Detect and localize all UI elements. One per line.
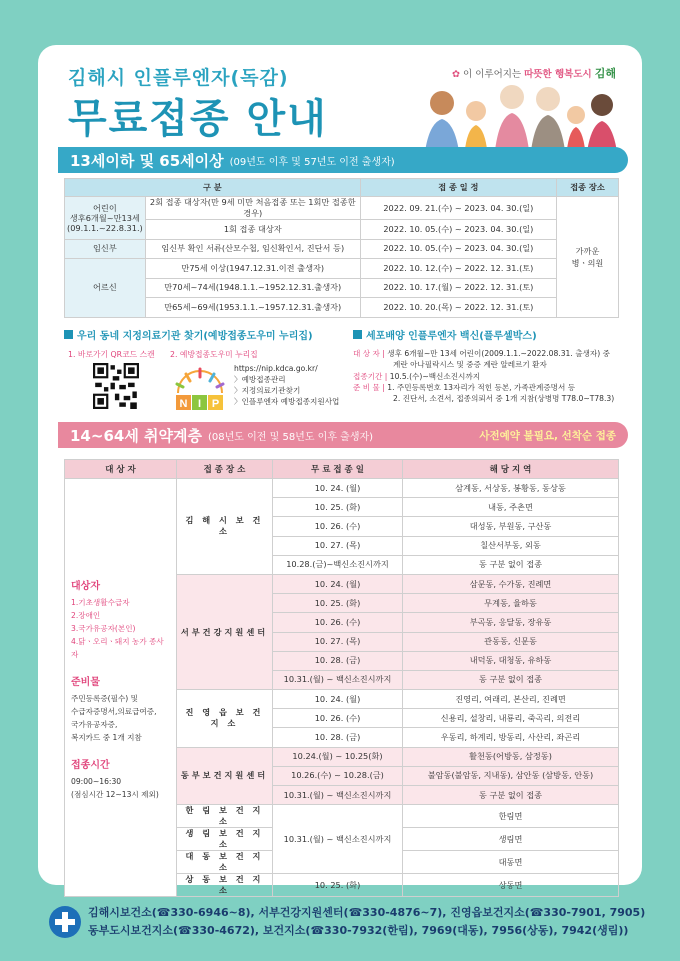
nip-path-2: 〉지정의료기관찾기 xyxy=(234,386,301,395)
date-cell: 10.26.(수) ~ 10.28.(금) xyxy=(273,766,403,785)
docs-item: 복지카드 중 1개 지참 xyxy=(71,733,142,742)
docs-key: 준 비 물 | xyxy=(353,382,385,392)
area-cell: 무계동, 율하동 xyxy=(403,594,619,613)
docs-item: 수급자증명서,의료급여증, xyxy=(71,707,157,716)
city-slogan xyxy=(452,65,616,81)
place-cell: 동부보건지원센터 xyxy=(177,747,273,805)
t1-date: 2022. 10. 17.(월) ~ 2022. 12. 31.(토) xyxy=(360,278,556,298)
slogan-warm: 따뜻한 행복도시 xyxy=(524,69,592,80)
t1-date: 2022. 10. 05.(수) ~ 2023. 04. 30.(일) xyxy=(360,239,556,259)
place-cell: 김 해 시 보 건 소 xyxy=(177,479,273,575)
step2-label: 2. 예방접종도우미 누리집 xyxy=(170,350,258,359)
area-cell: 동 구분 없이 접종 xyxy=(403,670,619,689)
table-row xyxy=(65,479,619,498)
period-key: 접종기간 | xyxy=(353,371,388,381)
square-bullet-icon xyxy=(64,330,73,339)
nip-path-3: 〉인플루엔자 예방접종지원사업 xyxy=(234,397,340,406)
poster-subtitle: 김해시 인플루엔자(독감) xyxy=(68,67,289,89)
square-bullet-icon xyxy=(353,330,362,339)
t1-cat-pregnant: 임신부 xyxy=(65,239,146,259)
area-cell: 대성동, 부원동, 구산동 xyxy=(403,517,619,536)
qr-code-icon[interactable] xyxy=(93,363,139,409)
place-cell: 진 영 읍 보 건 지 소 xyxy=(177,690,273,748)
date-cell: 10. 25. (화) xyxy=(273,594,403,613)
place-cell: 서부건강지원센터 xyxy=(177,574,273,689)
section2-band xyxy=(58,422,628,448)
target-item: 3.국가유공자(본인) xyxy=(71,624,136,633)
slogan-flower-icon: ✿ xyxy=(452,69,460,80)
health-center-logo-icon xyxy=(48,905,82,939)
target-heading: 대상자 xyxy=(71,581,100,592)
date-cell: 10. 28. (금) xyxy=(273,728,403,747)
date-cell: 10. 26. (수) xyxy=(273,709,403,728)
t1-place: 가까운 병ㆍ의원 xyxy=(557,197,619,318)
t1-desc: 만65세~69세(1953.1.1.~1957.12.31.출생자) xyxy=(145,298,360,318)
target-item: 4.닭ㆍ오리ㆍ돼지 농가 종사자 xyxy=(71,637,164,659)
section1-title: 13세이하 및 65세이상 xyxy=(70,151,224,170)
section2-note: (08년도 이전 및 58년도 이후 출생자) xyxy=(208,431,374,443)
date-cell: 10.31.(월) ~ 백신소진시까지 xyxy=(273,805,403,874)
date-cell: 10. 25. (화) xyxy=(273,498,403,517)
place-cell: 상 동 보 건 지 소 xyxy=(177,874,273,897)
place-cell: 생 림 보 건 지 소 xyxy=(177,828,273,851)
target-val-2: 계란 아나필락시스 및 중증 계란 알레르기 환자 xyxy=(393,360,547,370)
date-cell: 10. 25. (화) xyxy=(273,874,403,897)
t1-desc: 1회 접종 대상자 xyxy=(145,220,360,240)
poster-card xyxy=(38,45,642,896)
footer-line-1: 김해시보건소(☎330-6946~8), 서부건강지원센터(☎330-4876~7), 진영읍보건지소(☎330-7901, 7905) xyxy=(88,906,646,919)
area-cell: 불암동(불암동, 지내동), 삼안동 (삼방동, 안동) xyxy=(403,766,619,785)
area-cell: 내덕동, 대청동, 유하동 xyxy=(403,651,619,670)
slogan-city: 김해 xyxy=(594,67,616,80)
nip-logo xyxy=(170,363,230,411)
t2-header-date: 무 료 접 종 일 xyxy=(273,460,403,479)
time-item: 09:00~16:30 xyxy=(71,777,122,786)
area-cell: 생림면 xyxy=(403,828,619,851)
t1-header-schedule: 접 종 일 정 xyxy=(360,179,556,197)
t1-date: 2022. 09. 21.(수) ~ 2023. 04. 30.(일) xyxy=(360,197,556,220)
area-cell: 내동, 주촌면 xyxy=(403,498,619,517)
target-info-cell xyxy=(65,479,177,897)
place-cell: 한 림 보 건 지 소 xyxy=(177,805,273,828)
place-cell: 대 동 보 건 지 소 xyxy=(177,851,273,874)
t1-desc: 만75세 이상(1947.12.31.이전 출생자) xyxy=(145,259,360,279)
date-cell: 10.31.(월) ~ 백신소진시까지 xyxy=(273,786,403,805)
t2-header-place: 접 종 장 소 xyxy=(177,460,273,479)
target-item: 2.장애인 xyxy=(71,611,101,620)
clinic-finder-title-text: 우리 동네 지정의료기관 찾기(예방접종도우미 누리집) xyxy=(77,331,313,342)
area-cell: 활천동(어방동, 삼정동) xyxy=(403,747,619,766)
t1-header-place: 접종 장소 xyxy=(557,179,619,197)
docs-val-2: 2. 진단서, 소견서, 접종의뢰서 중 1개 지참(상병명 T78.0~T78.3) xyxy=(393,394,615,404)
step1-label: 1. 바로가기 QR코드 스캔 xyxy=(68,350,155,359)
date-cell: 10. 27. (목) xyxy=(273,632,403,651)
section1-band xyxy=(58,147,628,173)
area-cell: 관동동, 신문동 xyxy=(403,632,619,651)
t1-date: 2022. 10. 12.(수) ~ 2022. 12. 31.(토) xyxy=(360,259,556,279)
t2-header-target: 대 상 자 xyxy=(65,460,177,479)
date-cell: 10. 27. (목) xyxy=(273,536,403,555)
target-val: 생후 6개월~만 13세 어린이(2009.1.1.~2022.08.31. 출생자) 중 xyxy=(387,349,610,358)
target-item: 1.기초생활수급자 xyxy=(71,598,130,607)
date-cell: 10. 28. (금) xyxy=(273,651,403,670)
t1-date: 2022. 10. 20.(목) ~ 2022. 12. 31.(토) xyxy=(360,298,556,318)
date-cell: 10. 26. (수) xyxy=(273,613,403,632)
t2-header-area: 해 당 지 역 xyxy=(403,460,619,479)
nip-instructions xyxy=(234,363,339,407)
schedule-table-1 xyxy=(64,178,619,318)
area-cell: 칠산서부동, 외동 xyxy=(403,536,619,555)
section2-notice: 사전예약 불필요, 선착순 접종 xyxy=(479,429,616,442)
docs-item: 주민등록증(필수) 및 xyxy=(71,694,139,703)
period-val: 10.5.(수)~백신소진시까지 xyxy=(389,371,481,381)
date-cell: 10.31.(월) ~ 백신소진시까지 xyxy=(273,670,403,689)
nip-path-1: 〉예방접종관리 xyxy=(234,375,286,384)
area-cell: 대동면 xyxy=(403,851,619,874)
date-cell: 10.24.(월) ~ 10.25(화) xyxy=(273,747,403,766)
docs-val: 1. 주민등록번호 13자리가 적힌 등본, 가족관계증명서 등 xyxy=(387,382,576,392)
area-cell: 동 구분 없이 접종 xyxy=(403,555,619,574)
svg-text:I: I xyxy=(197,398,202,410)
svg-text:N: N xyxy=(179,398,188,410)
area-cell: 삼계동, 서상동, 봉황동, 동상동 xyxy=(403,479,619,498)
t1-desc: 2회 접종 대상자(만 9세 미만 처음접종 또는 1회만 접종한 경우) xyxy=(145,197,360,220)
docs-heading: 준비물 xyxy=(71,677,100,688)
section1-note: (09년도 이후 및 57년도 이전 출생자) xyxy=(229,156,395,168)
t1-desc: 만70세~74세(1948.1.1.~1952.12.31.출생자) xyxy=(145,278,360,298)
svg-text:P: P xyxy=(211,398,220,410)
time-item: (점심시간 12~13시 제외) xyxy=(71,790,159,799)
t1-header-category: 구 분 xyxy=(65,179,361,197)
area-cell: 우동리, 하계리, 방동리, 사산리, 좌곤리 xyxy=(403,728,619,747)
area-cell: 상동면 xyxy=(403,874,619,897)
t1-cat-child: 어린이 생후6개월~만13세 (09.1.1.~22.8.31.) xyxy=(65,197,146,240)
footer-line-2: 동부도시보건지소(☎330-4672), 보건지소(☎330-7932(한림), 7969(대동), 7956(상동), 7942(생림)) xyxy=(88,924,629,937)
area-cell: 동 구분 없이 접종 xyxy=(403,786,619,805)
t1-date: 2022. 10. 05.(수) ~ 2023. 04. 30.(일) xyxy=(360,220,556,240)
area-cell: 한림면 xyxy=(403,805,619,828)
slogan-pre: 이 이루어지는 xyxy=(463,69,522,80)
time-heading: 접종시간 xyxy=(71,760,110,771)
docs-item: 국가유공자증, xyxy=(71,720,118,729)
area-cell: 신용리, 설창리, 내룡리, 죽곡리, 의전리 xyxy=(403,709,619,728)
date-cell: 10. 26. (수) xyxy=(273,517,403,536)
t1-desc: 임신부 확인 서류(산모수첩, 임신확인서, 진단서 등) xyxy=(145,239,360,259)
cell-vaccine-title xyxy=(353,327,537,342)
nip-url-link[interactable]: https://nip.kdca.go.kr/ xyxy=(234,364,318,373)
t1-cat-elderly: 어르신 xyxy=(65,259,146,318)
date-cell: 10. 24. (월) xyxy=(273,690,403,709)
clinic-finder-title xyxy=(64,327,313,342)
area-cell: 부곡동, 응달동, 장유동 xyxy=(403,613,619,632)
cell-vaccine-details xyxy=(353,348,633,404)
area-cell: 삼문동, 수가동, 진례면 xyxy=(403,574,619,593)
area-cell: 진영리, 여래리, 본산리, 진례면 xyxy=(403,690,619,709)
cell-vaccine-title-text: 세포배양 인플루엔자 백신(플루셀박스) xyxy=(366,331,537,342)
date-cell: 10. 24. (월) xyxy=(273,479,403,498)
section2-title: 14~64세 취약계층 xyxy=(70,426,202,445)
schedule-table-2 xyxy=(64,459,619,897)
target-key: 대 상 자 | xyxy=(353,349,385,358)
poster-title: 무료접종 안내 xyxy=(68,96,328,142)
date-cell: 10.28.(금)~백신소진시까지 xyxy=(273,555,403,574)
date-cell: 10. 24. (월) xyxy=(273,574,403,593)
